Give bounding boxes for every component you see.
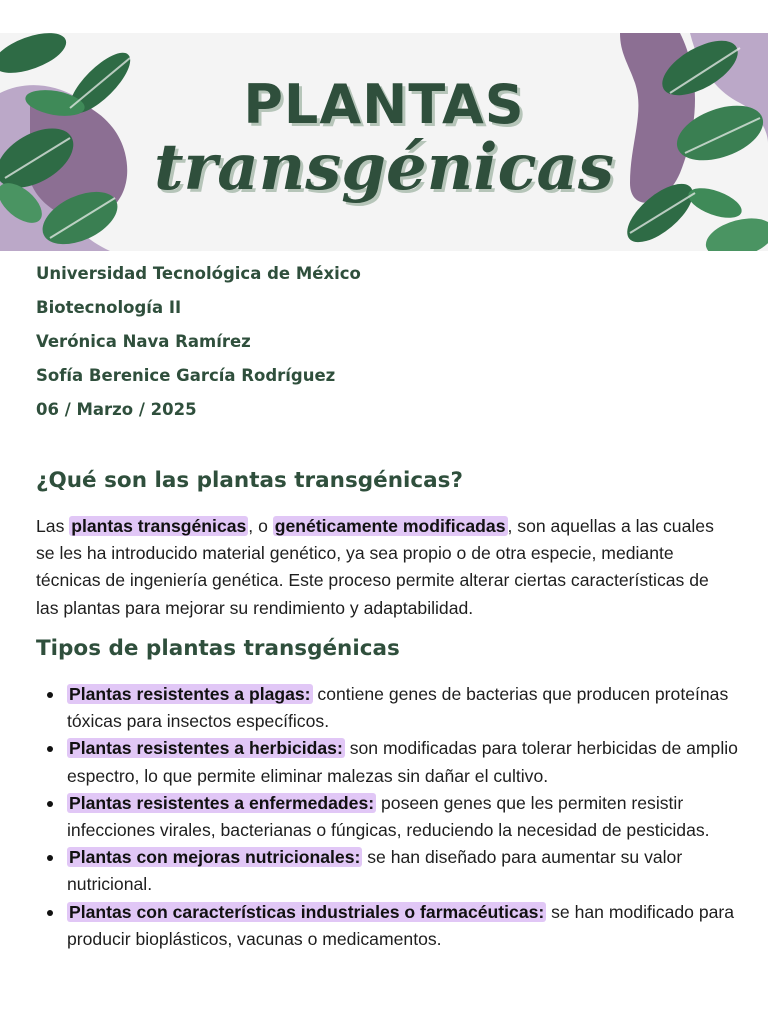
document-meta xyxy=(36,262,361,432)
list-item xyxy=(67,790,763,844)
highlight-term: genéticamente modificadas xyxy=(274,516,506,536)
list-item-text: se han modificado para producir bioplásticos, vacunas o medicamentos. xyxy=(67,901,735,949)
highlight-term: Plantas con características industriales o farmacéuticas: xyxy=(69,901,545,922)
definition-paragraph xyxy=(36,513,736,622)
highlight-term: plantas transgénicas xyxy=(71,516,247,536)
highlight-term: Plantas resistentes a herbicidas: xyxy=(69,738,343,759)
highlight-term: Plantas con mejoras nutricionales: xyxy=(69,847,361,868)
bullet-icon xyxy=(47,910,53,916)
paragraph-text: Las xyxy=(36,516,70,536)
list-item xyxy=(67,681,763,735)
meta-university: Universidad Tecnológica de México xyxy=(36,264,361,283)
bullet-icon xyxy=(47,855,53,861)
highlight-term: Plantas resistentes a plagas: xyxy=(69,684,311,704)
bullet-icon xyxy=(47,692,53,698)
paragraph-text: , son aquellas a las cuales se les ha introducido material genético, ya sea propio o de otra especie, mediante técnicas de ingeniería genética. Este proceso permite alterar ciertas características de las plantas para mejorar su rendimiento y adaptabilidad. xyxy=(36,516,714,618)
list-item-text: poseen genes que les permiten resistir infecciones virales, bacterianas o fúngicas, reduciendo la necesidad de pesticidas. xyxy=(67,792,710,841)
list-item xyxy=(67,735,763,789)
title-line-1: PLANTAS xyxy=(243,73,525,136)
types-list xyxy=(36,681,763,953)
meta-teacher: Verónica Nava Ramírez xyxy=(36,332,251,351)
header-banner xyxy=(0,33,768,251)
highlight-term: Plantas resistentes a enfermedades: xyxy=(69,792,375,813)
meta-student: Sofía Berenice García Rodríguez xyxy=(36,366,336,385)
section-heading-definition: ¿Qué son las plantas transgénicas? xyxy=(36,468,463,493)
meta-course: Biotecnología II xyxy=(36,298,182,317)
list-item-text: se han diseñado para aumentar su valor nutricional. xyxy=(67,847,683,895)
bullet-icon xyxy=(47,801,53,807)
bullet-icon xyxy=(47,746,53,752)
section-heading-types: Tipos de plantas transgénicas xyxy=(36,636,400,661)
paragraph-text: , o xyxy=(248,516,273,536)
list-item xyxy=(67,899,763,953)
list-item-text: contiene genes de bacterias que producen proteínas tóxicas para insectos específicos. xyxy=(67,684,729,732)
meta-date: 06 / Marzo / 2025 xyxy=(36,400,197,419)
list-item-text: son modificadas para tolerar herbicidas de amplio espectro, lo que permite eliminar malezas sin dañar el cultivo. xyxy=(67,738,738,786)
title-line-2: transgénicas xyxy=(153,130,615,205)
list-item xyxy=(67,844,763,898)
